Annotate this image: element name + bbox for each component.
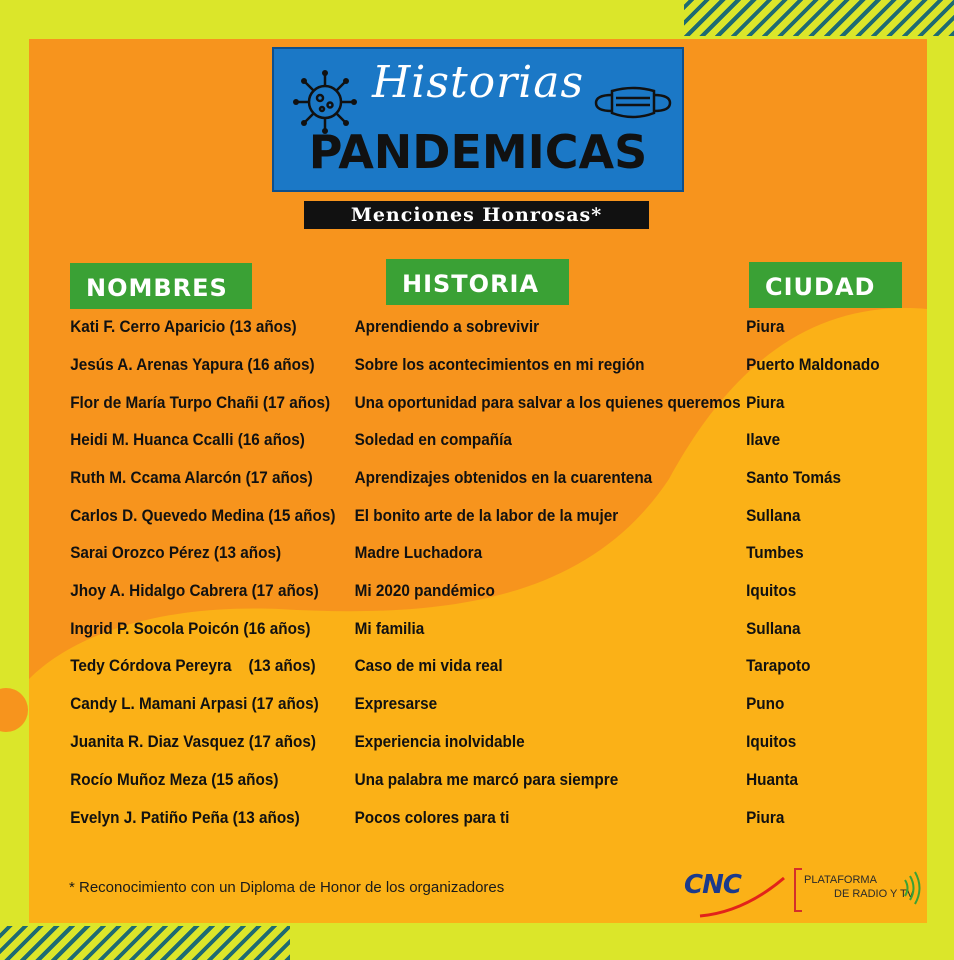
cnc-logo [684,864,788,920]
table-row [0,355,880,393]
row-story: Una oportunidad para salvar a los quienes queremos [354,393,741,412]
column-header-ciudad: CIUDAD [749,262,902,308]
row-story: Experiencia inolvidable [354,732,525,751]
logo-bracket [794,868,802,912]
row-name: Ruth M. Ccama Alarcón (17 años) [70,468,313,487]
row-story: Mi 2020 pandémico [354,581,495,600]
title-line-2: PANDEMICAS [308,125,648,179]
row-story: Madre Luchadora [354,543,483,562]
row-city: Sullana [746,619,801,638]
plataforma-radio-tv-logo [794,866,924,914]
table-row [0,468,859,506]
row-name: Sarai Orozco Pérez (13 años) [70,543,282,562]
table-row [0,393,859,431]
table-row [0,656,859,694]
table-row [0,732,859,770]
table-row [0,770,859,808]
row-city: Piura [746,393,785,412]
row-name: Tedy Córdova Pereyra (13 años) [70,656,316,675]
row-name: Evelyn J. Patiño Peña (13 años) [70,808,300,827]
row-story: El bonito arte de la labor de la mujer [354,506,619,525]
row-city: Puerto Maldonado [746,355,880,374]
row-city: Piura [746,317,785,336]
title-line-1: Historias [371,57,585,108]
row-city: Puno [746,694,785,713]
row-story: Caso de mi vida real [354,656,503,675]
cnc-swoosh-icon [694,872,788,920]
row-city: Huanta [746,770,798,789]
row-city: Ilave [746,430,781,449]
face-mask-icon [592,83,674,123]
row-story: Pocos colores para ti [354,808,510,827]
row-name: Kati F. Cerro Aparicio (13 años) [70,317,297,336]
row-name: Jhoy A. Hidalgo Cabrera (17 años) [70,581,319,600]
row-name: Jesús A. Arenas Yapura (16 años) [70,355,315,374]
row-name: Carlos D. Quevedo Medina (15 años) [70,506,336,525]
radio-waves-icon [902,870,922,906]
table-row [0,581,859,619]
plataforma-line-2: DE RADIO Y TV [834,888,915,900]
row-city: Iquitos [746,581,797,600]
table-row [0,506,859,544]
row-name: Ingrid P. Socola Poicón (16 años) [70,619,311,638]
column-header-historia: HISTORIA [386,259,569,305]
table-row [0,430,859,468]
row-city: Iquitos [746,732,797,751]
row-name: Juanita R. Diaz Vasquez (17 años) [70,732,316,751]
decorative-stripes-top-right [684,0,954,36]
row-story: Una palabra me marcó para siempre [354,770,619,789]
row-city: Santo Tomás [746,468,842,487]
row-name: Candy L. Mamani Arpasi (17 años) [70,694,319,713]
subtitle-banner: Menciones Honrosas* [304,201,649,229]
row-story: Soledad en compañía [354,430,512,449]
table-row [0,808,859,846]
row-name: Rocío Muñoz Meza (15 años) [70,770,279,789]
cnc-logo-text: CNC [684,870,741,900]
row-city: Tumbes [746,543,804,562]
row-story: Expresarse [354,694,438,713]
row-story: Sobre los acontecimientos en mi región [354,355,645,374]
row-city: Sullana [746,506,801,525]
column-header-nombres: NOMBRES [70,263,252,309]
row-city: Tarapoto [746,656,811,675]
row-story: Aprendizajes obtenidos en la cuarentena [354,468,653,487]
table-row [0,317,859,355]
row-story: Mi familia [354,619,425,638]
row-story: Aprendiendo a sobrevivir [354,317,540,336]
table-row [0,543,859,581]
footnote: * Reconocimiento con un Diploma de Honor de los organizadores [69,879,505,896]
table-row [0,619,859,657]
table-row [0,694,859,732]
row-name: Heidi M. Huanca Ccalli (16 años) [70,430,305,449]
title-banner [272,47,684,192]
decorative-stripes-bottom-left [0,926,290,960]
row-city: Piura [746,808,785,827]
plataforma-line-1: PLATAFORMA [804,874,877,886]
row-name: Flor de María Turpo Chañi (17 años) [70,393,331,412]
